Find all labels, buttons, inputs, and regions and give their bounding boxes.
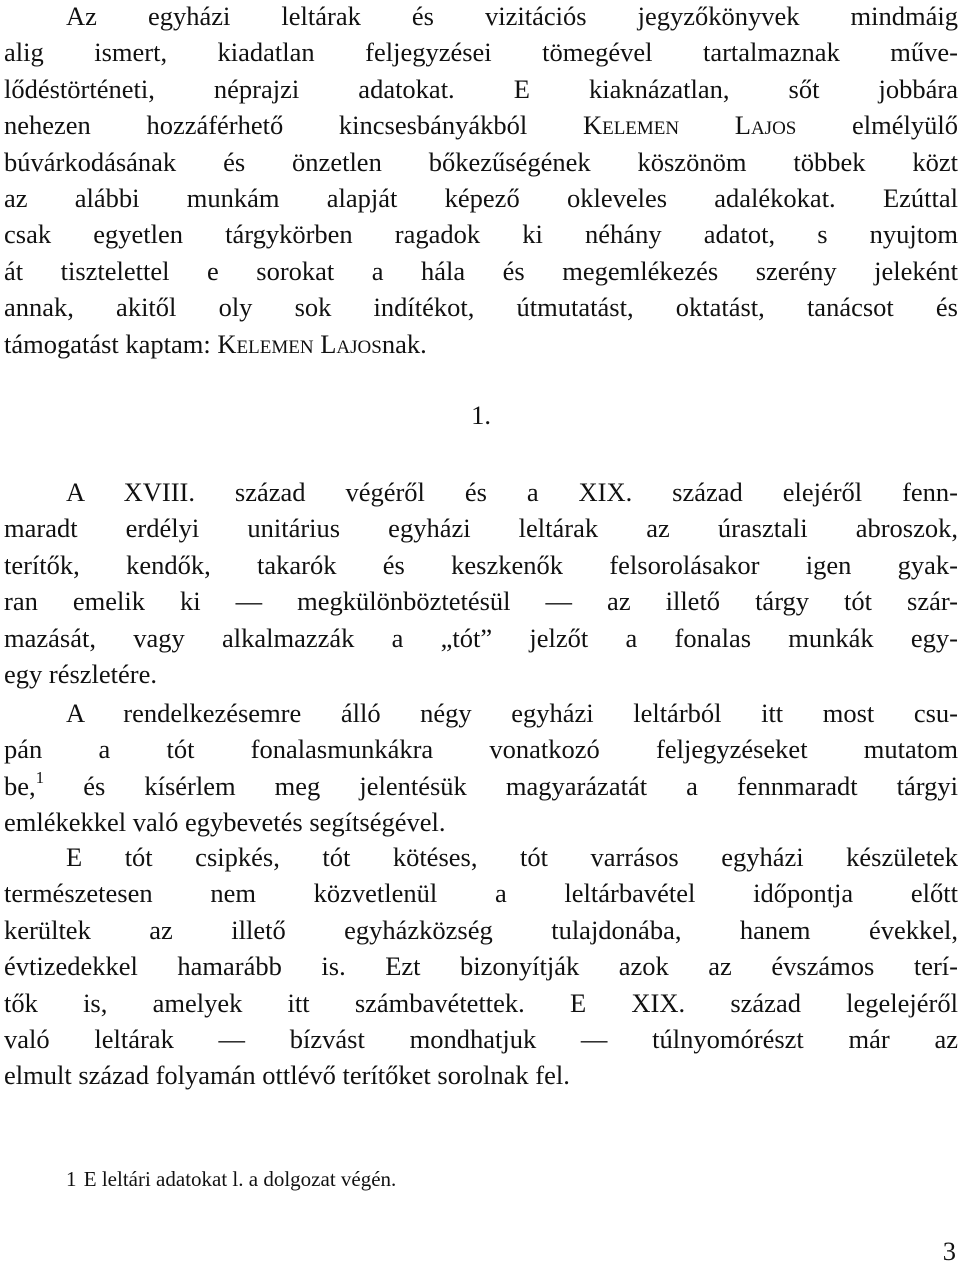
footnote xyxy=(66,1164,396,1194)
text-fragment: és kísérlem meg jelentésük magyarázatát a fennmaradt tárgyi xyxy=(44,770,958,801)
text-line: terítők, kendők, takarók és keszkenők felsorolásakor igen gyak- xyxy=(4,549,958,580)
text-line: évtizedekkel hamarább is. Ezt bizonyítják azok az évszámos terí- xyxy=(4,951,958,982)
text-line: Az egyházi leltárak és vizitációs jegyzőkönyvek mindmáig xyxy=(66,1,958,31)
paragraph-section1-a xyxy=(4,474,958,692)
text-line: csak egyetlen tárgykörben ragadok ki néhány adatot, s nyujtom xyxy=(4,219,958,250)
paragraph-section1-c xyxy=(4,839,958,1094)
text-line: E tót csipkés, tót kötéses, tót varrásos egyházi készületek xyxy=(66,842,958,872)
text-fragment: nak. xyxy=(381,328,427,359)
text-line: tők is, amelyek itt számbavétettek. E XIX. század legelejéről xyxy=(4,987,958,1018)
text-line: annak, akitől oly sok indítékot, útmutatást, oktatást, tanácsot és xyxy=(4,292,958,323)
text-line: pán a tót fonalasmunkákra vonatkozó feljegyzéseket mutatom xyxy=(4,734,958,765)
text-line: egy részletére. xyxy=(4,659,158,690)
author-name: Kelemen Lajos xyxy=(217,328,382,359)
text-line: alig ismert, kiadatlan feljegyzései tömegével tartalmaznak műve- xyxy=(4,37,958,68)
paragraph-section1-b xyxy=(4,695,958,841)
text-line xyxy=(4,326,958,362)
paragraph-intro xyxy=(4,0,958,362)
page-number: 3 xyxy=(942,1236,956,1266)
text-fragment: nehezen hozzáférhető kincsesbányákból xyxy=(4,110,583,141)
text-line xyxy=(4,768,958,804)
text-line: való leltárak — bízvást mondhatjuk — túlnyomórészt már az xyxy=(4,1024,958,1055)
text-line: A rendelkezésemre álló négy egyházi leltárból itt most csu- xyxy=(66,698,958,728)
text-fragment: be, xyxy=(4,770,36,801)
text-line xyxy=(4,107,958,143)
text-line: az alábbi munkám alapját képező okleveles adalékokat. Ezúttal xyxy=(4,183,958,214)
text-line: emlékekkel való egybevetés segítségével. xyxy=(4,807,446,838)
text-line: mazását, vagy alkalmazzák a „tót” jelzőt a fonalas munkák egy- xyxy=(4,622,958,653)
text-line: kerültek az illető egyházközség tulajdonába, hanem évekkel, xyxy=(4,914,958,945)
author-name: Kelemen Lajos xyxy=(582,110,797,141)
footnote-reference[interactable]: 1 xyxy=(35,767,45,787)
text-line: természetesen nem közvetlenül a leltárbavétel időpontja előtt xyxy=(4,878,958,909)
text-line: át tisztelettel e sorokat a hála és megemlékezés szerény jeleként xyxy=(4,255,958,286)
text-line: elmult század folyamán ottlévő terítőket sorolnak fel. xyxy=(4,1060,570,1091)
text-line: búvárkodásának és önzetlen bőkezűségének köszönöm többek közt xyxy=(4,146,958,177)
footnote-mark: 1 xyxy=(66,1167,77,1191)
text-line: ran emelik ki — megkülönböztetésül — az illető tárgy tót szár- xyxy=(4,586,958,617)
text-line: lődéstörténeti, néprajzi adatokat. E kiaknázatlan, sőt jobbára xyxy=(4,73,958,104)
text-line: maradt erdélyi unitárius egyházi leltárak az úrasztali abroszok, xyxy=(4,513,958,544)
text-fragment: elmélyülő xyxy=(796,110,958,141)
section-number: 1. xyxy=(471,400,491,430)
text-fragment: támogatást kaptam: xyxy=(4,328,218,359)
footnote-text: E leltári adatokat l. a dolgozat végén. xyxy=(78,1167,397,1191)
text-line: A XVIII. század végéről és a XIX. század elejéről fenn- xyxy=(66,477,958,507)
